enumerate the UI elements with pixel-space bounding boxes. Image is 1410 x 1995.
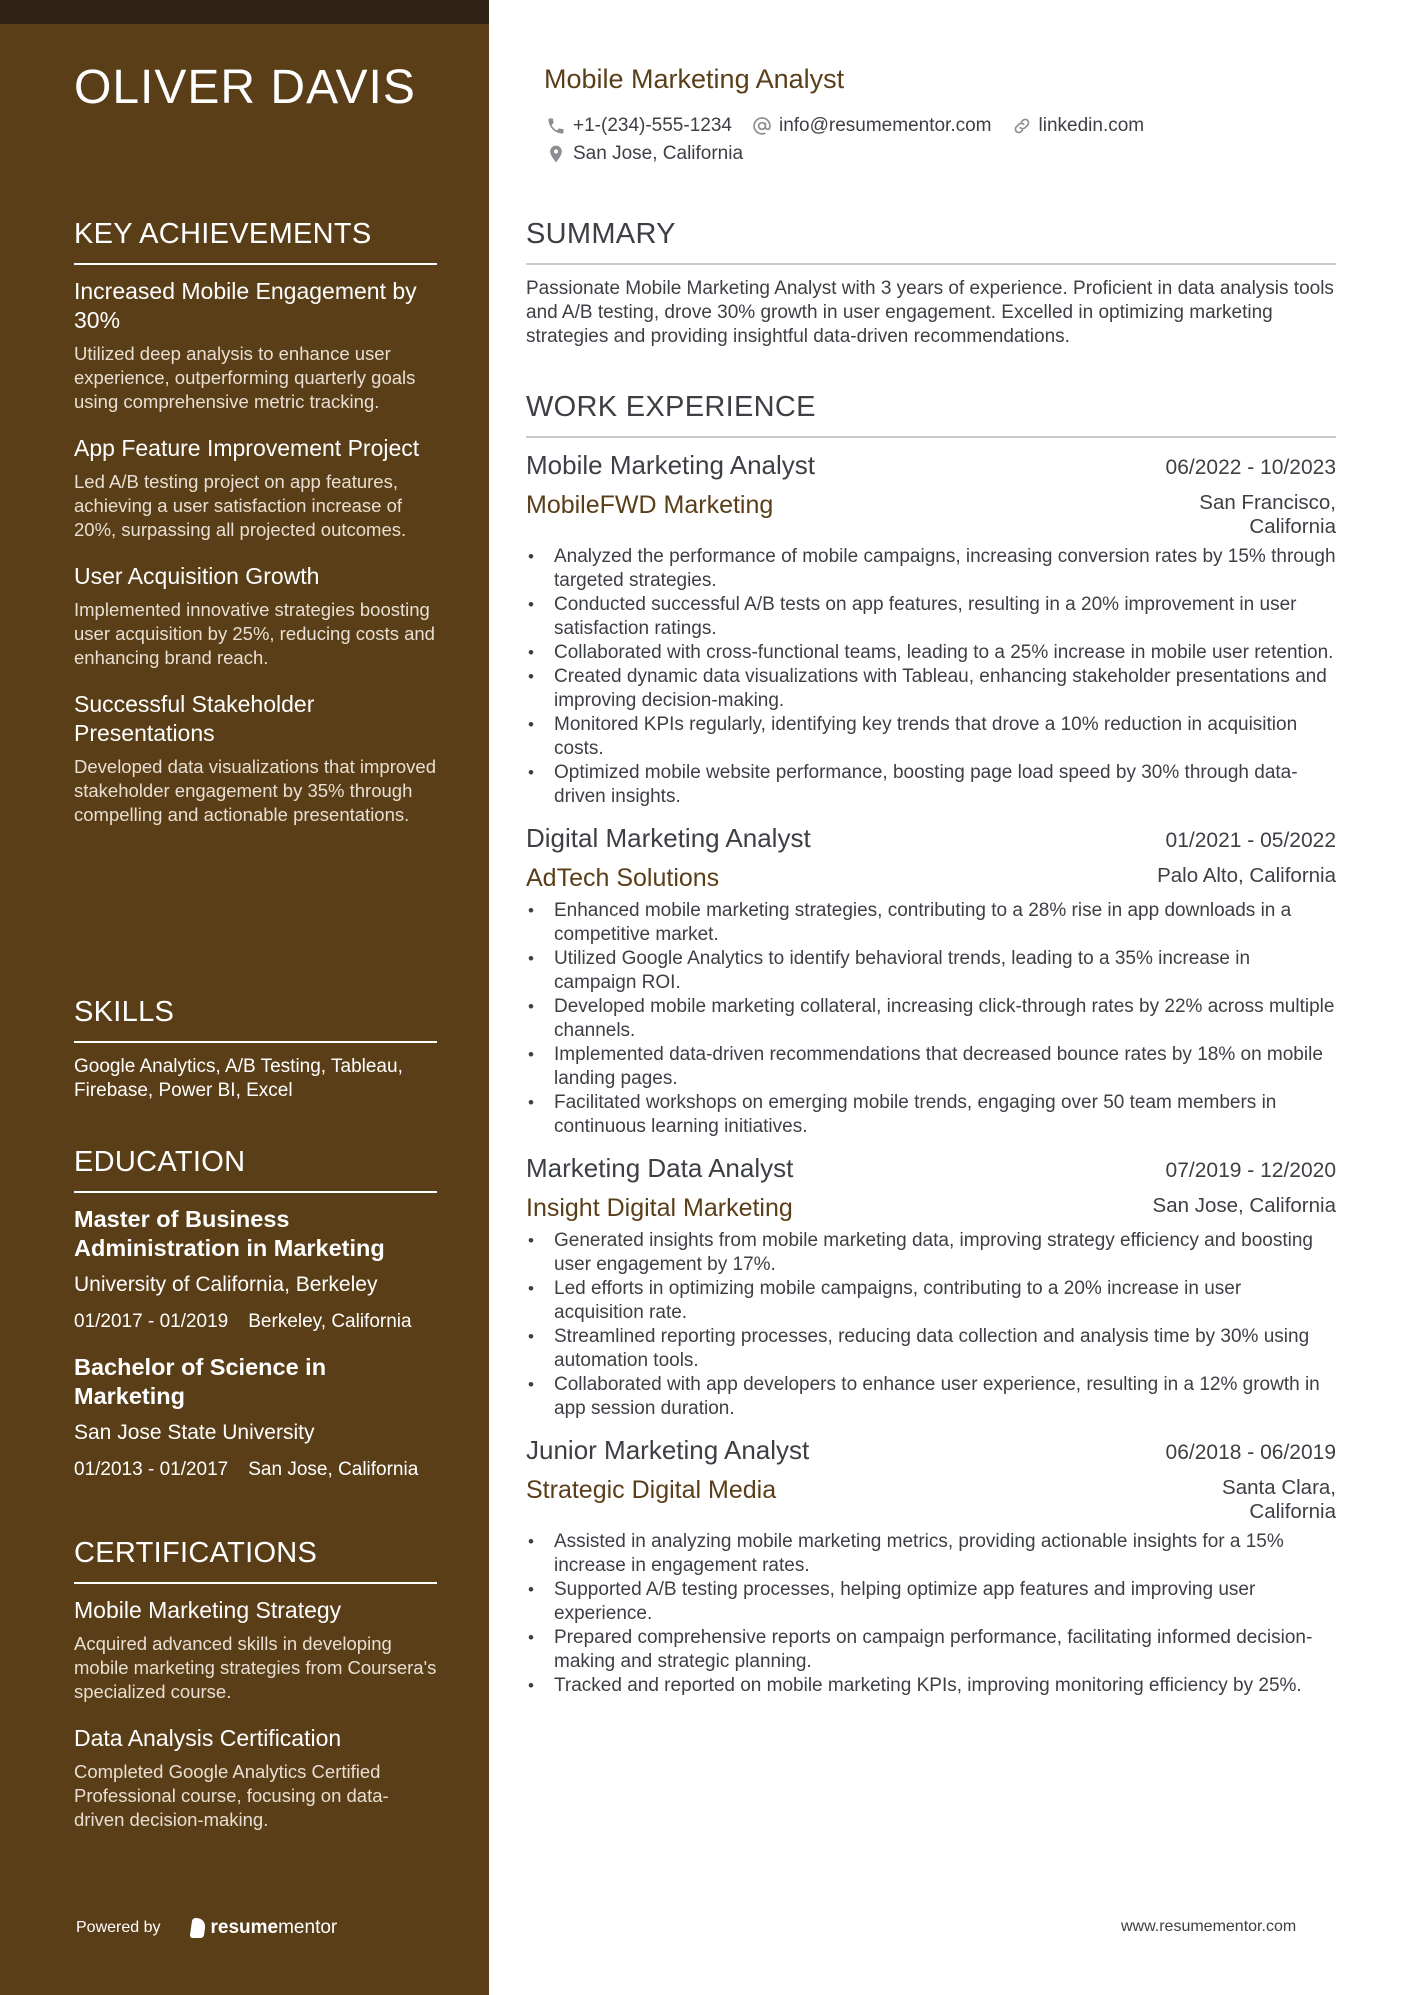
job-dates: 06/2018 - 06/2019 bbox=[1165, 1441, 1336, 1464]
education-item bbox=[74, 1205, 437, 1335]
job-bullets bbox=[526, 1229, 1336, 1421]
job-bullets bbox=[526, 545, 1336, 809]
certification-title: Data Analysis Certification bbox=[74, 1725, 342, 1751]
contact-linkedin[interactable] bbox=[1012, 115, 1145, 137]
job-subheader bbox=[526, 1476, 1336, 1524]
headline-job-title: Mobile Marketing Analyst bbox=[544, 64, 845, 94]
job-dates: 06/2022 - 10/2023 bbox=[1165, 456, 1336, 479]
job-location: Palo Alto, California bbox=[1157, 864, 1336, 887]
logo-mentor-text: mentor bbox=[278, 1917, 338, 1938]
job-role: Digital Marketing Analyst bbox=[526, 823, 811, 853]
job-role: Marketing Data Analyst bbox=[526, 1153, 794, 1183]
skills-heading: SKILLS bbox=[74, 996, 437, 1043]
achievement-desc: Developed data visualizations that improved stakeholder engagement by 35% through compelling and actionable presentations. bbox=[74, 756, 436, 825]
key-achievements-section bbox=[74, 218, 437, 847]
education-school: University of California, Berkeley bbox=[74, 1273, 378, 1296]
candidate-name: OLIVER DAVIS bbox=[74, 61, 416, 114]
skills-list: Google Analytics, A/B Testing, Tableau, Firebase, Power BI, Excel bbox=[74, 1056, 403, 1101]
job-bullet: • Conducted successful A/B tests on app features, resulting in a 20% improvement in user satisfaction ratings. bbox=[526, 593, 1336, 641]
job-location: San Francisco, California bbox=[1199, 491, 1336, 538]
job-subheader bbox=[526, 491, 1336, 539]
job-bullet: • Optimized mobile website performance, boosting page load speed by 30% through data-driven insights. bbox=[526, 761, 1336, 809]
job-bullet: • Analyzed the performance of mobile campaigns, increasing conversion rates by 15% through targeted strategies. bbox=[526, 545, 1336, 593]
contact-location bbox=[546, 143, 743, 165]
job-header bbox=[526, 823, 1336, 854]
job-entry bbox=[526, 450, 1336, 809]
education-location: San Jose, California bbox=[248, 1459, 419, 1480]
location-pin-icon bbox=[546, 144, 566, 164]
sidebar bbox=[0, 0, 489, 1995]
job-bullet: • Developed mobile marketing collateral, increasing click-through rates by 22% across multiple channels. bbox=[526, 995, 1336, 1043]
summary-section bbox=[526, 218, 1336, 349]
job-bullet: • Assisted in analyzing mobile marketing metrics, providing actionable insights for a 15% increase in engagement rates. bbox=[526, 1530, 1336, 1578]
education-heading: EDUCATION bbox=[74, 1146, 437, 1193]
certification-title: Mobile Marketing Strategy bbox=[74, 1597, 342, 1623]
resumementor-logo-icon bbox=[189, 1918, 206, 1938]
linkedin-text: linkedin.com bbox=[1038, 115, 1145, 136]
certification-desc: Completed Google Analytics Certified Professional course, focusing on data-driven decision-making. bbox=[74, 1761, 389, 1830]
skills-section bbox=[74, 996, 437, 1103]
job-subheader bbox=[526, 864, 1336, 893]
job-bullet: • Streamlined reporting processes, reducing data collection and analysis time by 30% using automation tools. bbox=[526, 1325, 1336, 1373]
achievement-title: App Feature Improvement Project bbox=[74, 435, 420, 461]
job-location: Santa Clara, California bbox=[1222, 1476, 1336, 1523]
job-entry bbox=[526, 1435, 1336, 1698]
phone-text: +1-(234)-555-1234 bbox=[573, 115, 732, 136]
education-location: Berkeley, California bbox=[248, 1311, 412, 1332]
job-company: AdTech Solutions bbox=[526, 864, 720, 892]
job-bullet: • Supported A/B testing processes, helping optimize app features and improving user experience. bbox=[526, 1578, 1336, 1626]
education-dates: 01/2017 - 01/2019 bbox=[74, 1311, 229, 1332]
education-degree: Master of Business Administration in Marketing bbox=[74, 1206, 385, 1261]
work-experience-heading: WORK EXPERIENCE bbox=[526, 391, 1336, 438]
summary-text: Passionate Mobile Marketing Analyst with 3 years of experience. Proficient in data analysis tools and A/B testing, drove 30% growth in user engagement. Excelled in optimizing marketing strategies and providing insightful data-driven recommendations. bbox=[526, 278, 1334, 347]
job-bullet: • Implemented data-driven recommendations that decreased bounce rates by 18% on mobile landing pages. bbox=[526, 1043, 1336, 1091]
job-company: Insight Digital Marketing bbox=[526, 1194, 793, 1222]
job-header bbox=[526, 450, 1336, 481]
education-school: San Jose State University bbox=[74, 1421, 315, 1444]
job-role: Mobile Marketing Analyst bbox=[526, 450, 816, 480]
education-item bbox=[74, 1353, 437, 1483]
job-location: San Jose, California bbox=[1152, 1194, 1336, 1217]
achievement-title: Increased Mobile Engagement by 30% bbox=[74, 278, 417, 333]
logo-resume-text: resume bbox=[210, 1917, 279, 1938]
achievement-item bbox=[74, 277, 437, 414]
key-achievements-heading: KEY ACHIEVEMENTS bbox=[74, 218, 437, 265]
job-bullet: • Utilized Google Analytics to identify behavioral trends, leading to a 35% increase in campaign ROI. bbox=[526, 947, 1336, 995]
job-header bbox=[526, 1153, 1336, 1184]
job-company: Strategic Digital Media bbox=[526, 1476, 777, 1504]
job-role: Junior Marketing Analyst bbox=[526, 1435, 810, 1465]
resumementor-logo[interactable] bbox=[191, 1917, 338, 1939]
education-dates: 01/2013 - 01/2017 bbox=[74, 1459, 229, 1480]
certifications-section bbox=[74, 1537, 437, 1852]
job-bullet: • Collaborated with app developers to enhance user experience, resulting in a 12% growth in app session duration. bbox=[526, 1373, 1336, 1421]
education-section bbox=[74, 1146, 437, 1501]
certification-desc: Acquired advanced skills in developing mobile marketing strategies from Coursera's specialized course. bbox=[74, 1633, 437, 1702]
summary-heading: SUMMARY bbox=[526, 218, 1336, 265]
contact-phone[interactable] bbox=[546, 115, 732, 137]
contact-row bbox=[546, 140, 1336, 168]
job-dates: 01/2021 - 05/2022 bbox=[1165, 829, 1336, 852]
achievement-item bbox=[74, 690, 437, 827]
job-bullets bbox=[526, 899, 1336, 1139]
job-bullet: • Led efforts in optimizing mobile campaigns, contributing to a 20% increase in user acquisition rate. bbox=[526, 1277, 1336, 1325]
achievement-item bbox=[74, 434, 437, 542]
job-company: MobileFWD Marketing bbox=[526, 491, 774, 519]
link-icon bbox=[1012, 116, 1032, 136]
job-dates: 07/2019 - 12/2020 bbox=[1165, 1159, 1336, 1182]
job-bullet: • Facilitated workshops on emerging mobile trends, engaging over 50 team members in continuous learning initiatives. bbox=[526, 1091, 1336, 1139]
education-meta bbox=[74, 1457, 437, 1483]
contact-email[interactable] bbox=[752, 115, 992, 137]
job-bullet: • Enhanced mobile marketing strategies, contributing to a 28% rise in app downloads in a competitive market. bbox=[526, 899, 1336, 947]
job-bullets bbox=[526, 1530, 1336, 1698]
job-entry bbox=[526, 823, 1336, 1139]
email-text: info@resumementor.com bbox=[778, 115, 992, 136]
powered-by-label: Powered by bbox=[76, 1919, 161, 1936]
achievement-title: User Acquisition Growth bbox=[74, 563, 320, 589]
job-bullet: • Tracked and reported on mobile marketing KPIs, improving monitoring efficiency by 25%. bbox=[526, 1674, 1336, 1698]
location-text: San Jose, California bbox=[573, 143, 744, 164]
job-bullet: • Created dynamic data visualizations with Tableau, enhancing stakeholder presentations and improving decision-making. bbox=[526, 665, 1336, 713]
job-bullet: • Prepared comprehensive reports on campaign performance, facilitating informed decision-making and strategic planning. bbox=[526, 1626, 1336, 1674]
job-bullet: • Monitored KPIs regularly, identifying key trends that drove a 10% reduction in acquisition costs. bbox=[526, 713, 1336, 761]
achievement-desc: Implemented innovative strategies boosting user acquisition by 25%, reducing costs and enhancing brand reach. bbox=[74, 599, 435, 668]
contact-info bbox=[546, 112, 1336, 168]
job-bullet: • Generated insights from mobile marketing data, improving strategy efficiency and boosting user engagement by 17%. bbox=[526, 1229, 1336, 1277]
job-subheader bbox=[526, 1194, 1336, 1223]
job-bullet: • Collaborated with cross-functional teams, leading to a 25% increase in mobile user retention. bbox=[526, 641, 1336, 665]
job-entry bbox=[526, 1153, 1336, 1421]
phone-icon bbox=[546, 116, 566, 136]
certification-item bbox=[74, 1724, 437, 1832]
contact-row bbox=[546, 112, 1336, 140]
certifications-heading: CERTIFICATIONS bbox=[74, 1537, 437, 1584]
powered-by bbox=[76, 1917, 337, 1939]
sidebar-top-band bbox=[0, 0, 489, 24]
job-header bbox=[526, 1435, 1336, 1466]
achievement-item bbox=[74, 562, 437, 670]
work-experience-section bbox=[526, 391, 1336, 1712]
achievement-desc: Led A/B testing project on app features, achieving a user satisfaction increase of 20%, surpassing all projected outcomes. bbox=[74, 471, 407, 540]
footer-website-link[interactable]: www.resumementor.com bbox=[1121, 1918, 1297, 1935]
education-degree: Bachelor of Science in Marketing bbox=[74, 1354, 327, 1409]
achievement-desc: Utilized deep analysis to enhance user experience, outperforming quarterly goals using comprehensive metric tracking. bbox=[74, 343, 416, 412]
at-icon bbox=[752, 116, 772, 136]
education-meta bbox=[74, 1309, 437, 1335]
achievement-title: Successful Stakeholder Presentations bbox=[74, 691, 315, 746]
certification-item bbox=[74, 1596, 437, 1704]
